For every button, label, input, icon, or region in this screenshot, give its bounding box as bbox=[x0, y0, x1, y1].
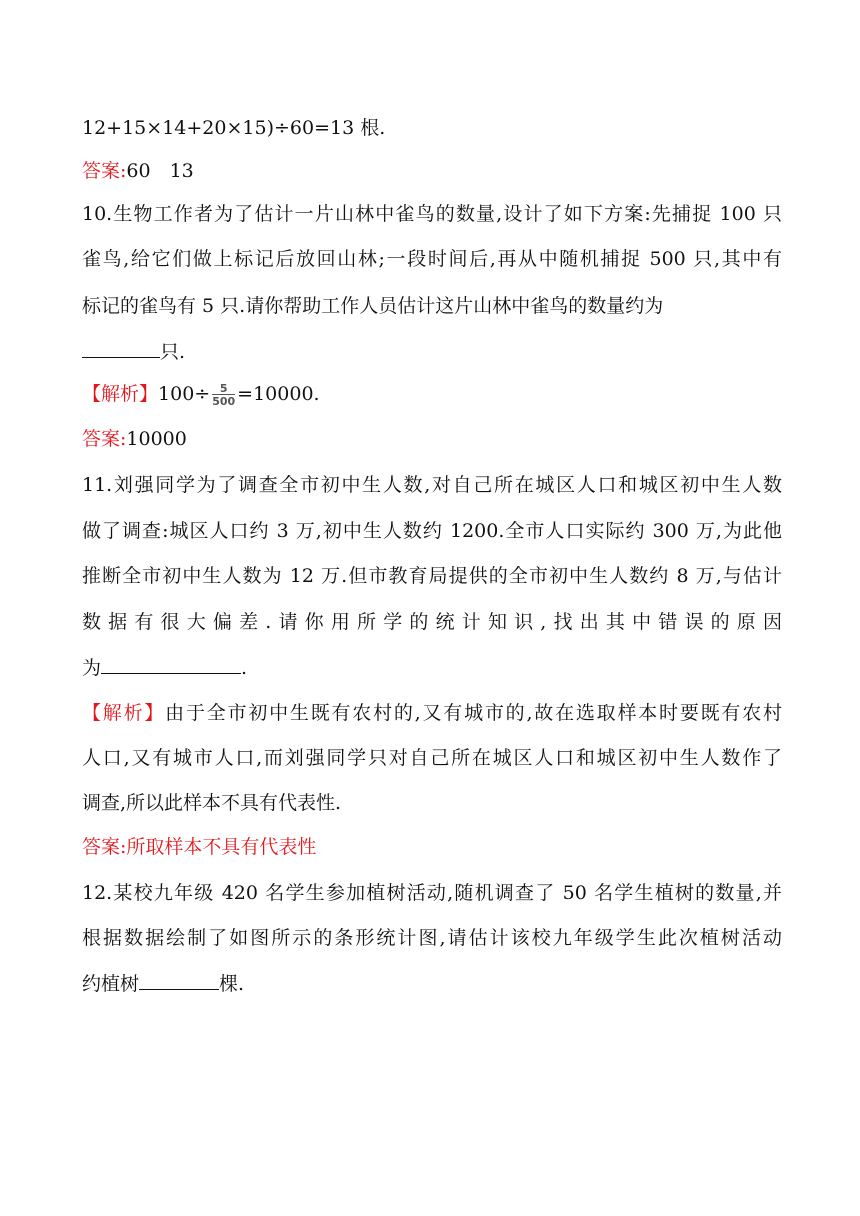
q11-text: 11.刘强同学为了调查全市初中生人数,对自己所在城区人口和城区初中生人数 bbox=[82, 474, 782, 496]
q10-line-3 bbox=[82, 294, 782, 318]
q11-analysis-line-1 bbox=[82, 701, 782, 725]
q12-text: 约植树 bbox=[82, 973, 140, 995]
q12-line-3 bbox=[82, 971, 782, 996]
q11-text: . bbox=[241, 657, 248, 679]
q9-solution-tail bbox=[82, 116, 782, 140]
q11-text: 推断全市初中生人数为 12 万.但市教育局提供的全市初中生人数约 8 万,与估计 bbox=[82, 565, 782, 587]
answer-blank[interactable] bbox=[101, 655, 241, 674]
fraction-numerator: 5 bbox=[219, 382, 228, 395]
answer-label: 答案: bbox=[82, 428, 127, 450]
q10-text: 10.生物工作者为了估计一片山林中雀鸟的数量,设计了如下方案:先捕捉 100 只 bbox=[82, 203, 782, 225]
q11-line-3 bbox=[82, 564, 782, 588]
q12-text: 棵. bbox=[219, 973, 245, 995]
q12-line-1 bbox=[82, 881, 782, 905]
q11-line-1 bbox=[82, 473, 782, 497]
q12-line-2 bbox=[82, 926, 782, 950]
q10-text: 只. bbox=[160, 341, 186, 363]
q11-text: 为 bbox=[82, 657, 102, 679]
q12-text: 根据数据绘制了如图所示的条形统计图,请估计该校九年级学生此次植树活动 bbox=[82, 927, 782, 949]
q11-text: 数据有很大偏差.请你用所学的统计知识,找出其中错误的原因 bbox=[82, 611, 782, 633]
q11-analysis-line-2 bbox=[82, 746, 782, 770]
q11-answer bbox=[82, 835, 782, 859]
q11-line-4 bbox=[82, 610, 782, 634]
q10-text: 标记的雀鸟有 5 只.请你帮助工作人员估计这片山林中雀鸟的数量约为 bbox=[82, 295, 664, 317]
answer-blank[interactable] bbox=[139, 971, 219, 990]
answer-label: 答案: bbox=[82, 160, 127, 182]
analysis-text: 人口,又有城市人口,而刘强同学只对自己所在城区人口和城区初中生人数作了 bbox=[82, 747, 782, 769]
q11-line-2 bbox=[82, 519, 782, 543]
analysis-text: =10000. bbox=[237, 383, 320, 405]
q11-line-5 bbox=[82, 655, 782, 680]
answer-blank[interactable] bbox=[82, 339, 160, 358]
q10-line-1 bbox=[82, 202, 782, 226]
analysis-text: 调查,所以此样本不具有代表性. bbox=[82, 792, 342, 814]
q10-text: 雀鸟,给它们做上标记后放回山林;一段时间后,再从中随机捕捉 500 只,其中有 bbox=[82, 248, 782, 270]
q10-answer bbox=[82, 427, 782, 451]
q9-solution-text: 12+15×14+20×15)÷60=13 根. bbox=[82, 117, 386, 139]
q10-analysis bbox=[82, 382, 782, 407]
analysis-text: 由于全市初中生既有农村的,又有城市的,故在选取样本时要既有农村 bbox=[165, 702, 782, 724]
answer-value: 所取样本不具有代表性 bbox=[126, 836, 317, 858]
q10-line-4 bbox=[82, 339, 782, 364]
answer-value: 60 13 bbox=[126, 160, 194, 182]
fraction-denominator: 500 bbox=[212, 395, 236, 408]
analysis-label: 【解析】 bbox=[82, 383, 159, 405]
fraction bbox=[212, 383, 235, 407]
analysis-label: 【解析】 bbox=[82, 702, 166, 724]
q11-analysis-line-3 bbox=[82, 791, 782, 815]
q12-text: 12.某校九年级 420 名学生参加植树活动,随机调查了 50 名学生植树的数量,并 bbox=[82, 882, 782, 904]
answer-label: 答案: bbox=[82, 836, 127, 858]
q10-line-2 bbox=[82, 247, 782, 271]
q11-text: 做了调查:城区人口约 3 万,初中生人数约 1200.全市人口实际约 300 万,为此他 bbox=[82, 520, 782, 542]
q9-answer bbox=[82, 159, 782, 183]
analysis-text: 100÷ bbox=[158, 383, 211, 405]
answer-value: 10000 bbox=[126, 428, 187, 450]
